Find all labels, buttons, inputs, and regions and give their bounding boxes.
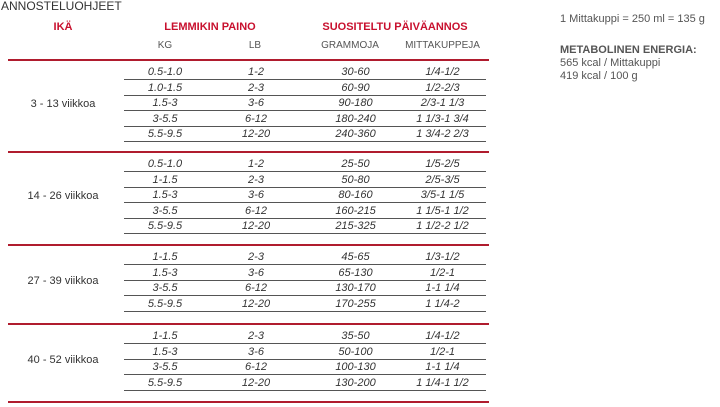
table-cell-kg: 1-1.5 bbox=[152, 173, 178, 186]
row-divider bbox=[124, 280, 486, 281]
row-divider bbox=[124, 233, 486, 234]
group-divider bbox=[8, 244, 489, 246]
table-cell-lb: 1-2 bbox=[248, 158, 264, 170]
table-cell-lb: 6-12 bbox=[244, 282, 268, 294]
table-cell-lb: 2-3 bbox=[248, 330, 264, 342]
table-cell-cups: 2/3-1 1/3 bbox=[420, 97, 465, 109]
subheader-grams: GRAMMOJA bbox=[321, 40, 379, 51]
table-cell-cups: 1 1/2-2 1/2 bbox=[416, 220, 469, 232]
table-cell-g: 80-160 bbox=[338, 189, 373, 201]
table-cell-cups: 1-1 1/4 bbox=[425, 361, 460, 373]
table-cell-kg: 0.5-1.0 bbox=[147, 158, 183, 170]
table-cell-g: 180-240 bbox=[335, 112, 376, 125]
row-divider bbox=[124, 95, 486, 96]
subheader-lb: LB bbox=[248, 40, 262, 51]
table-cell-kg: 5.5-9.5 bbox=[147, 128, 183, 140]
table-cell-kg: 5.5-9.5 bbox=[147, 297, 183, 310]
table-cell-lb: 1-2 bbox=[248, 66, 264, 78]
table-cell-cups: 1/3-1/2 bbox=[425, 251, 460, 263]
table-cell-kg: 3-5.5 bbox=[152, 282, 178, 294]
table-cell-kg: 1.0-1.5 bbox=[147, 81, 183, 94]
subheader-cups: MITTAKUPPEJA bbox=[405, 40, 480, 51]
cup-info: 1 Mittakuppi = 250 ml = 135 g bbox=[560, 13, 705, 25]
table-cell-cups: 1-1 1/4 bbox=[425, 282, 460, 294]
table-cell-g: 170-255 bbox=[335, 297, 376, 310]
group-divider bbox=[8, 59, 489, 61]
age-label: 27 - 39 viikkoa bbox=[27, 275, 99, 287]
table-cell-kg: 1-1.5 bbox=[152, 251, 178, 263]
table-cell-lb: 12-20 bbox=[241, 297, 271, 310]
table-cell-g: 130-200 bbox=[335, 376, 376, 389]
row-divider bbox=[124, 171, 486, 172]
table-cell-g: 25-50 bbox=[341, 158, 370, 170]
table-cell-cups: 1/2-1 bbox=[429, 266, 456, 279]
table-cell-lb: 3-6 bbox=[248, 345, 264, 358]
table-cell-cups: 1/4-1/2 bbox=[425, 66, 460, 78]
table-cell-lb: 12-20 bbox=[241, 376, 271, 389]
energy-per-100g: 419 kcal / 100 g bbox=[560, 70, 638, 82]
row-divider bbox=[124, 141, 486, 142]
table-cell-g: 65-130 bbox=[338, 266, 373, 279]
table-cell-cups: 1/4-1/2 bbox=[425, 330, 460, 342]
table-cell-g: 60-90 bbox=[341, 81, 370, 94]
table-cell-cups: 1/2-1 bbox=[429, 345, 456, 358]
table-cell-g: 50-100 bbox=[338, 345, 373, 358]
table-cell-cups: 1 1/3-1 3/4 bbox=[416, 112, 469, 125]
row-divider bbox=[124, 264, 486, 265]
table-bottom-divider bbox=[8, 401, 489, 403]
table-cell-cups: 1 1/4-2 bbox=[425, 297, 460, 310]
table-cell-kg: 1.5-3 bbox=[152, 266, 178, 279]
header-daily: SUOSITELTU PÄIVÄANNOS bbox=[322, 21, 468, 33]
age-label: 40 - 52 viikkoa bbox=[27, 354, 99, 366]
table-cell-lb: 3-6 bbox=[248, 97, 264, 109]
row-divider bbox=[124, 295, 486, 296]
group-divider bbox=[8, 323, 489, 325]
table-cell-g: 215-325 bbox=[335, 220, 376, 232]
table-cell-g: 130-170 bbox=[335, 282, 376, 294]
table-cell-cups: 1/2-2/3 bbox=[425, 81, 460, 94]
row-divider bbox=[124, 311, 486, 312]
table-cell-cups: 3/5-1 1/5 bbox=[420, 189, 465, 201]
energy-heading: METABOLINEN ENERGIA: bbox=[560, 44, 697, 56]
table-cell-kg: 5.5-9.5 bbox=[147, 220, 183, 232]
table-cell-lb: 12-20 bbox=[241, 128, 271, 140]
table-cell-g: 30-60 bbox=[341, 66, 370, 78]
table-cell-g: 160-215 bbox=[335, 204, 376, 217]
table-cell-lb: 3-6 bbox=[248, 189, 264, 201]
row-divider bbox=[124, 218, 486, 219]
table-cell-cups: 1 3/4-2 2/3 bbox=[416, 128, 469, 140]
age-label: 3 - 13 viikkoa bbox=[30, 97, 96, 110]
row-divider bbox=[124, 202, 486, 203]
row-divider bbox=[124, 110, 486, 111]
age-label: 14 - 26 viikkoa bbox=[27, 189, 99, 202]
table-cell-kg: 3-5.5 bbox=[152, 112, 178, 125]
page-title: ANNOSTELUOHJEET bbox=[1, 0, 122, 13]
table-cell-kg: 5.5-9.5 bbox=[147, 376, 183, 389]
row-divider bbox=[124, 126, 486, 127]
table-cell-lb: 6-12 bbox=[244, 112, 268, 125]
table-cell-g: 35-50 bbox=[341, 330, 370, 342]
table-cell-lb: 2-3 bbox=[248, 173, 264, 186]
table-cell-cups: 2/5-3/5 bbox=[425, 173, 460, 186]
subheader-kg: KG bbox=[157, 40, 173, 51]
energy-per-cup: 565 kcal / Mittakuppi bbox=[560, 57, 661, 69]
table-cell-g: 50-80 bbox=[341, 173, 370, 186]
table-cell-kg: 1.5-3 bbox=[152, 97, 178, 109]
table-cell-lb: 3-6 bbox=[248, 266, 264, 279]
table-cell-cups: 1/5-2/5 bbox=[425, 158, 460, 170]
table-cell-lb: 12-20 bbox=[241, 220, 271, 232]
table-cell-lb: 2-3 bbox=[248, 81, 264, 94]
row-divider bbox=[124, 359, 486, 360]
header-weight: LEMMIKIN PAINO bbox=[164, 21, 256, 33]
row-divider bbox=[124, 374, 486, 375]
table-cell-kg: 1-1.5 bbox=[152, 330, 178, 342]
row-divider bbox=[124, 343, 486, 344]
table-cell-kg: 3-5.5 bbox=[152, 361, 178, 373]
table-cell-g: 45-65 bbox=[341, 251, 370, 263]
table-cell-lb: 6-12 bbox=[244, 204, 268, 217]
table-cell-kg: 3-5.5 bbox=[152, 204, 178, 217]
row-divider bbox=[124, 390, 486, 391]
table-cell-lb: 2-3 bbox=[248, 251, 264, 263]
group-divider bbox=[8, 151, 489, 153]
table-cell-kg: 1.5-3 bbox=[152, 189, 178, 201]
row-divider bbox=[124, 187, 486, 188]
table-cell-cups: 1 1/4-1 1/2 bbox=[416, 376, 469, 389]
table-cell-kg: 0.5-1.0 bbox=[147, 66, 183, 78]
header-age: IKÄ bbox=[53, 21, 73, 33]
table-cell-g: 100-130 bbox=[335, 361, 376, 373]
row-divider bbox=[124, 79, 486, 80]
table-cell-kg: 1.5-3 bbox=[152, 345, 178, 358]
table-cell-cups: 1 1/5-1 1/2 bbox=[416, 204, 469, 217]
table-cell-lb: 6-12 bbox=[244, 361, 268, 373]
table-cell-g: 240-360 bbox=[335, 128, 376, 140]
table-cell-g: 90-180 bbox=[338, 97, 373, 109]
